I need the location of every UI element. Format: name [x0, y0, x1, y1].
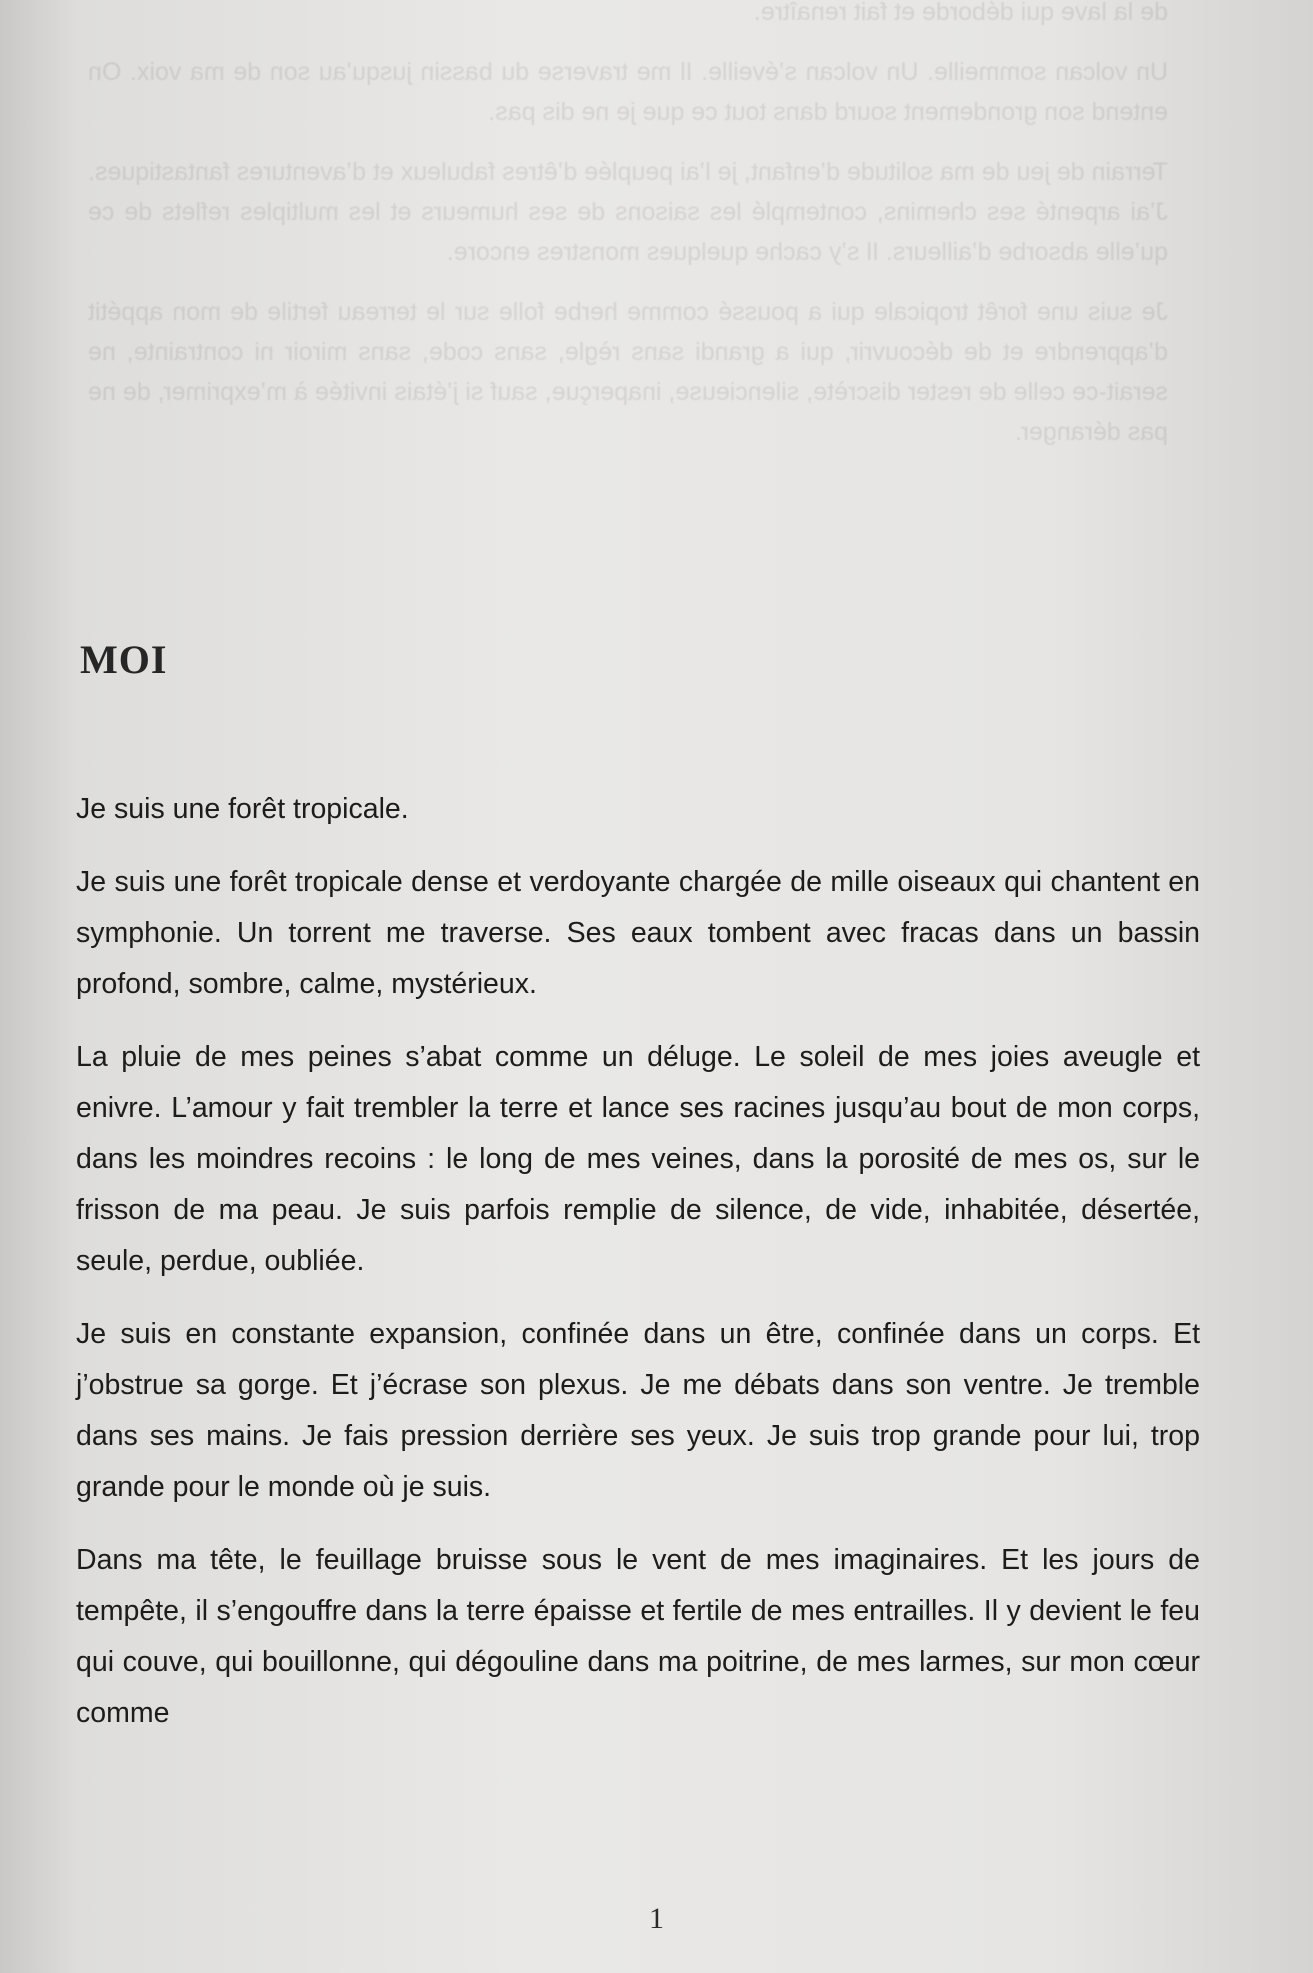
paragraph: La pluie de mes peines s’abat comme un déluge. Le soleil de mes joies aveugle et enivre. L’amour y fait trembler la terre et lance ses racines jusqu’au bout de mon corps, dans les moindres recoins : le long de mes veines, dans la porosité de mes os, sur le frisson de ma peau. Je suis parfois remplie de silence, de vide, inhabitée, désertée, seule, perdue, oubliée.: [76, 1041, 1200, 1277]
paragraph: Dans ma tête, le feuillage bruisse sous le vent de mes imaginaires. Et les jours de tempête, il s’engouffre dans la terre épaisse et fertile de mes entrailles. Il y devient le feu qui couve, qui bouillonne, qui dégouline dans ma poitrine, de mes larmes, sur mon cœur comme: [76, 1544, 1200, 1729]
show-through-paragraph: de la lave qui déborde et fait renaître.: [753, 0, 1168, 26]
show-through-paragraph: Un volcan sommeille. Un volcan s’éveille. Il me traverse du bassin jusqu’au son de ma voix. On entend son grondement sourd dans tout ce que je ne dis pas.: [88, 58, 1168, 126]
chapter-body: [76, 784, 1200, 1761]
show-through-paragraph: Je suis une forêt tropicale qui a poussé comme herbe folle sur le terreau fertile de mon appétit d’apprendre et de découvrir, qui a grandi sans règle, sans code, sans miroir ni contrainte, ne serait-ce celle de rester discrète, silencieuse, inaperçue, sauf si j’étais invitée à m’exprimer, de ne pas déranger.: [88, 298, 1168, 446]
paragraph: Je suis une forêt tropicale.: [76, 793, 409, 825]
show-through-paragraph: Terrain de jeu de ma solitude d’enfant, je l’ai peuplée d’êtres fabuleux et d’aventures fantastiques. J’ai arpenté ses chemins, contemplé les saisons de ses humeurs et les multiples reflets de ce qu’elle absorbe d’ailleurs. Il s’y cache quelques monstres encore.: [88, 158, 1168, 266]
paragraph: Je suis une forêt tropicale dense et verdoyante chargée de mille oiseaux qui chantent en symphonie. Un torrent me traverse. Ses eaux tombent avec fracas dans un bassin profond, sombre, calme, mystérieux.: [76, 866, 1200, 1000]
page-number: 1: [649, 1902, 664, 1935]
show-through-text: [88, 0, 1168, 472]
chapter-title: MOI: [80, 637, 168, 682]
paragraph: Je suis en constante expansion, confinée dans un être, confinée dans un corps. Et j’obstrue sa gorge. Et j’écrase son plexus. Je me débats dans son ventre. Je tremble dans ses mains. Je fais pression derrière ses yeux. Je suis trop grande pour lui, trop grande pour le monde où je suis.: [76, 1318, 1200, 1503]
